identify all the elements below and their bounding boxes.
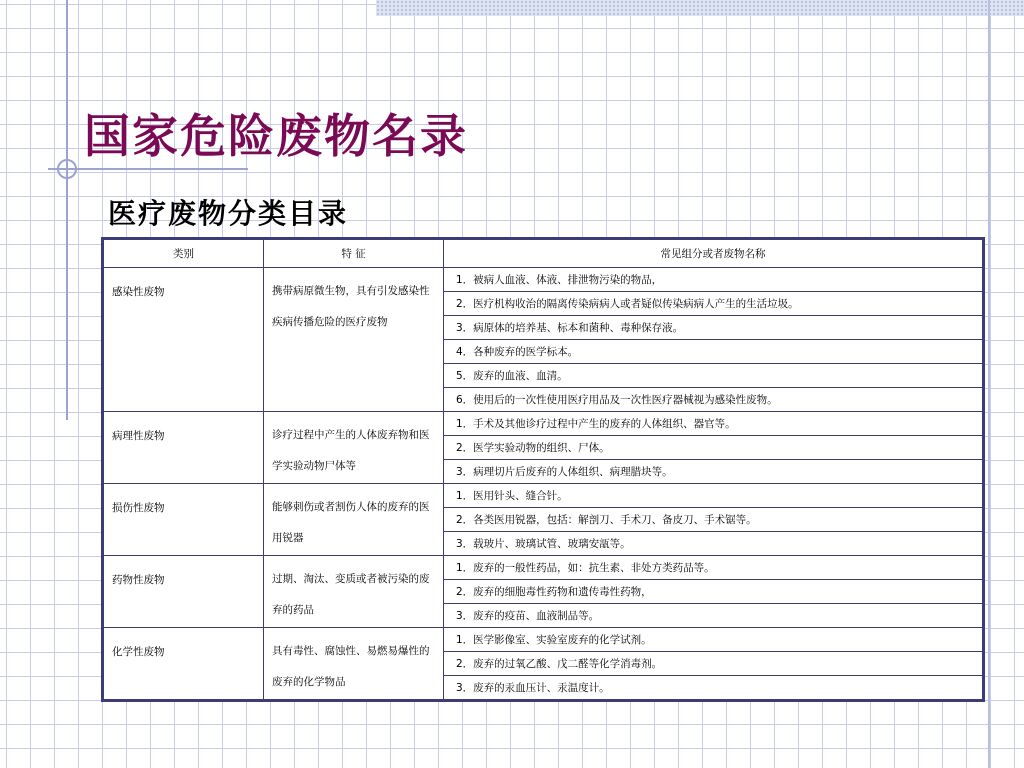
component-item: 2．废弃的细胞毒性药物和遗传毒性药物， [444,580,983,604]
component-item: 1．医用针头、缝合针。 [444,484,983,508]
table-row [104,484,983,508]
component-item: 1．废弃的一般性药品，如：抗生素、非处方类药品等。 [444,556,983,580]
feature-cell: 过期、淘汰、变质或者被污染的废弃的药品 [264,556,444,628]
component-item: 3．载玻片、玻璃试管、玻璃安瓿等。 [444,532,983,556]
category-cell: 病理性废物 [104,412,264,484]
component-item: 2．各类医用锐器，包括：解剖刀、手术刀、备皮刀、手术锯等。 [444,508,983,532]
feature-cell: 具有毒性、腐蚀性、易燃易爆性的废弃的化学物品 [264,628,444,700]
component-item: 3．废弃的疫苗、血液制品等。 [444,604,983,628]
decorative-circle [57,159,77,179]
feature-cell: 携带病原微生物，具有引发感染性疾病传播危险的医疗废物 [264,268,444,412]
table-row [104,628,983,652]
category-cell: 感染性废物 [104,268,264,412]
component-item: 5．废弃的血液、血清。 [444,364,983,388]
top-decorative-band [376,0,1024,16]
left-decorative-line [66,0,68,420]
feature-cell: 诊疗过程中产生的人体废弃物和医学实验动物尸体等 [264,412,444,484]
title-underline-decoration [48,168,248,170]
category-cell: 损伤性废物 [104,484,264,556]
component-item: 2．废弃的过氧乙酸、戊二醛等化学消毒剂。 [444,652,983,676]
header-feature: 特 征 [264,240,444,268]
component-item: 1．医学影像室、实验室废弃的化学试剂。 [444,628,983,652]
header-category: 类别 [104,240,264,268]
component-item: 3．病原体的培养基、标本和菌种、毒种保存液。 [444,316,983,340]
slide-subtitle: 医疗废物分类目录 [108,197,349,230]
component-item: 3．病理切片后废弃的人体组织、病理腊块等。 [444,460,983,484]
feature-cell: 能够刺伤或者割伤人体的废弃的医用锐器 [264,484,444,556]
table-row [104,412,983,436]
component-item: 3．废弃的汞血压计、汞温度计。 [444,676,983,700]
component-item: 1．手术及其他诊疗过程中产生的废弃的人体组织、器官等。 [444,412,983,436]
table-header-row [104,240,983,268]
table-row [104,268,983,292]
category-cell: 药物性废物 [104,556,264,628]
table-row [104,556,983,580]
component-item: 2．医疗机构收治的隔离传染病病人或者疑似传染病病人产生的生活垃圾。 [444,292,983,316]
waste-catalog-table [101,237,985,702]
component-item: 4．各种废弃的医学标本。 [444,340,983,364]
component-item: 6．使用后的一次性使用医疗用品及一次性医疗器械视为感染性废物。 [444,388,983,412]
header-components: 常见组分或者废物名称 [444,240,983,268]
right-decorative-line [988,0,990,768]
slide-title: 国家危险废物名录 [84,109,468,163]
category-cell: 化学性废物 [104,628,264,700]
component-item: 1．被病人血液、体液、排泄物污染的物品， [444,268,983,292]
component-item: 2．医学实验动物的组织、尸体。 [444,436,983,460]
